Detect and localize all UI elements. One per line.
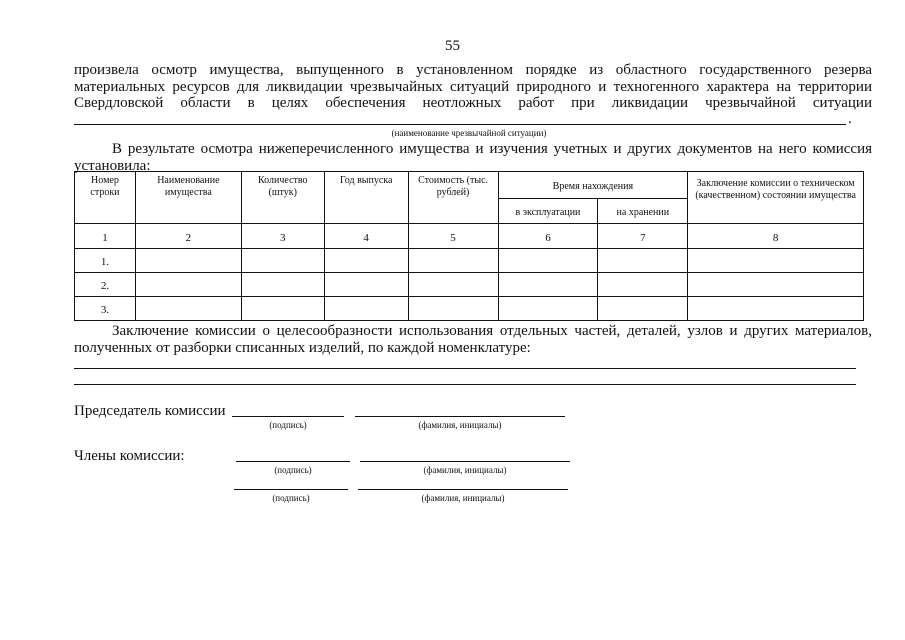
signature-caption: (подпись) [272, 493, 310, 503]
row-number: 2. [75, 273, 136, 297]
column-number: 3 [241, 224, 324, 249]
table-cell [688, 249, 864, 273]
row-number: 1. [75, 249, 136, 273]
inspection-table [74, 171, 864, 321]
member-signature-line [236, 461, 350, 462]
table-row [75, 273, 864, 297]
column-number: 2 [135, 224, 241, 249]
name-caption: (фамилия, инициалы) [418, 420, 502, 430]
table-cell [598, 273, 688, 297]
column-number: 6 [498, 224, 598, 249]
header-time-storage: на хранении [598, 199, 688, 224]
column-number: 1 [75, 224, 136, 249]
table-cell [498, 273, 598, 297]
table-cell [688, 297, 864, 321]
result-paragraph: В результате осмотра нижеперечисленного имущества и изучения учетных и других документов на него комиссия установила: [74, 141, 872, 174]
header-quantity: Количество (штук) [241, 172, 324, 224]
table-row [75, 297, 864, 321]
chairman-signature-line [232, 416, 344, 417]
table-cell [241, 273, 324, 297]
table-cell [241, 249, 324, 273]
conclusion-paragraph: Заключение комиссии о целесообразности использования отдельных частей, деталей, узлов и других материалов, полученных от разборки списанных изделий, по каждой номенклатуре: [74, 323, 872, 356]
table-cell [598, 249, 688, 273]
header-conclusion: Заключение комиссии о техническом (качественном) состоянии имущества [688, 172, 864, 224]
table-cell [135, 249, 241, 273]
table-cell [324, 297, 408, 321]
table-cell [688, 273, 864, 297]
member-name-line [358, 489, 568, 490]
table-cell [498, 249, 598, 273]
table-cell [408, 273, 498, 297]
header-year: Год выпуска [324, 172, 408, 224]
row-number: 3. [75, 297, 136, 321]
conclusion-line-1 [74, 368, 856, 369]
chairman-name-line [355, 416, 565, 417]
signature-caption: (подпись) [274, 465, 312, 475]
column-number: 8 [688, 224, 864, 249]
member-name-line [360, 461, 570, 462]
chairman-label: Председатель комиссии [74, 403, 226, 419]
column-number: 7 [598, 224, 688, 249]
table-cell [408, 249, 498, 273]
table-cell [241, 297, 324, 321]
emergency-name-line [74, 124, 846, 125]
header-cost: Стоимость (тыс. рублей) [408, 172, 498, 224]
table-cell [135, 297, 241, 321]
table-cell [598, 297, 688, 321]
table-cell [324, 273, 408, 297]
header-row-no: Номер строки [75, 172, 136, 224]
members-label: Члены комиссии: [74, 448, 185, 464]
column-number: 5 [408, 224, 498, 249]
name-caption: (фамилия, инициалы) [421, 493, 505, 503]
intro-end-mark: . [848, 111, 852, 127]
header-time: Время нахождения [498, 172, 688, 199]
table-row [75, 249, 864, 273]
page-number: 55 [445, 38, 460, 54]
table-cell [135, 273, 241, 297]
header-time-use: в эксплуатации [498, 199, 598, 224]
header-name: Наименование имущества [135, 172, 241, 224]
table-cell [408, 297, 498, 321]
table-cell [498, 297, 598, 321]
emergency-caption: (наименование чрезвычайной ситуации) [391, 128, 547, 138]
signature-caption: (подпись) [269, 420, 307, 430]
intro-paragraph: произвела осмотр имущества, выпущенного в установленном порядке из областного государственного резерва материальных ресурсов для ликвидации чрезвычайных ситуаций природного и техногенного характера на территории Свердловской области в целях обеспечения неотложных работ при ликвидации чрезвычайной ситуации [74, 62, 872, 111]
member-signature-line [234, 489, 348, 490]
column-number: 4 [324, 224, 408, 249]
conclusion-line-2 [74, 384, 856, 385]
table-cell [324, 249, 408, 273]
name-caption: (фамилия, инициалы) [423, 465, 507, 475]
